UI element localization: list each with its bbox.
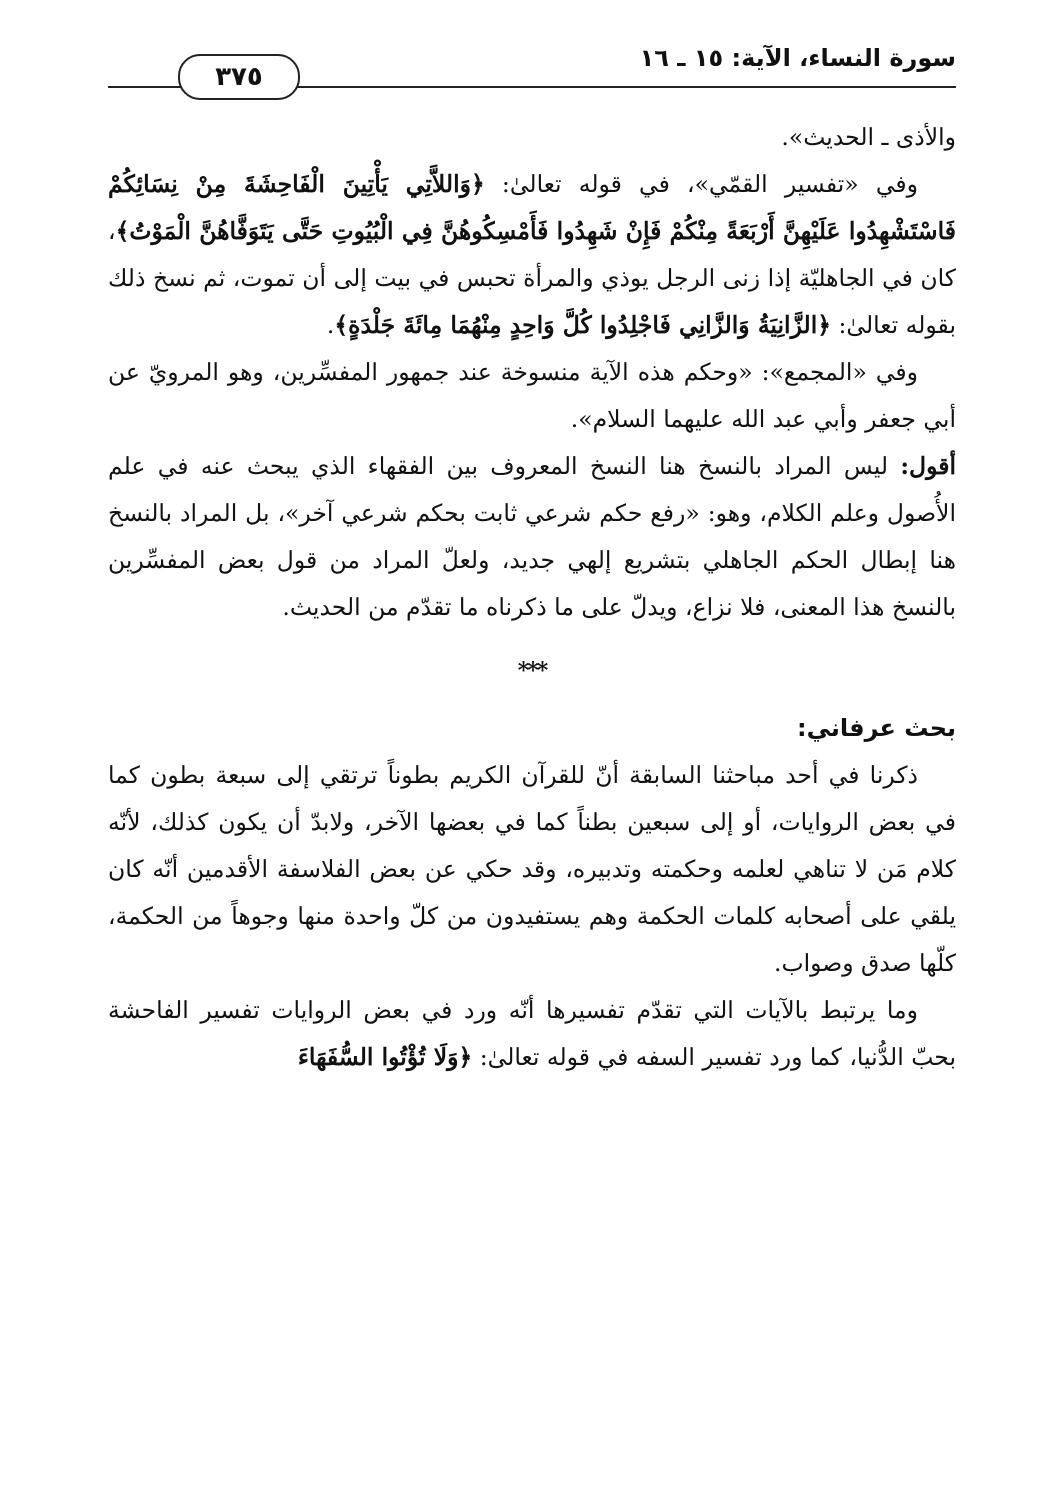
page-header: [108, 30, 956, 92]
paragraph-1: [108, 114, 956, 161]
paragraph-2: [108, 161, 956, 349]
paragraph-3-text: وفي «المجمع»: «وحكم هذه الآية منسوخة عند جمهور المفسِّرين، وهو المرويّ عن أبي جعفر وأبي عبد الله عليهما السلام».: [108, 358, 956, 433]
paragraph-6: [108, 987, 956, 1081]
paragraph-4: [108, 443, 956, 631]
paragraph-4-label: أقول:: [900, 452, 956, 480]
quran-verse-2: ﴿الزَّانِيَةُ وَالزَّانِي فَاجْلِدُوا كُلَّ وَاحِدٍ مِنْهُمَا مِائَةَ جَلْدَةٍ﴾: [334, 311, 832, 339]
page-number-badge: ٣٧٥: [178, 54, 300, 100]
running-title: سورة النساء، الآية: ١٥ ـ ١٦: [639, 44, 956, 72]
paragraph-3: [108, 349, 956, 443]
paragraph-6-text: وما يرتبط بالآيات التي تقدّم تفسيرها أنّه ورد في بعض الروايات تفسير الفاحشة بحبّ الدُّنيا، كما ورد تفسير السفه في قوله تعالىٰ:: [108, 996, 956, 1071]
quran-verse-1: ﴿وَاللاَّتِي يَأْتِينَ الْفَاحِشَةَ مِنْ نِسَائِكُمْ فَاسْتَشْهِدُوا عَلَيْهِنَّ أَرْبَعَةً مِنْكُمْ فَإِنْ شَهِدُوا فَأَمْسِكُوهُنَّ فِي الْبُيُوتِ حَتَّى يَتَوَفَّاهُنَّ الْمَوْتُ﴾: [108, 170, 956, 245]
paragraph-1-text: والأذى ـ الحديث».: [781, 123, 956, 151]
paragraph-5-text: ذكرنا في أحد مباحثنا السابقة أنّ للقرآن الكريم بطوناً ترتقي إلى سبعة بطون كما في بعض الروايات، أو إلى سبعين بطناً كما في بعضها الآخر، ولابدّ أن يكون كذلك، لأنّه كلام مَن لا تناهي لعلمه وحكمته وتدبيره، وقد حكي عن بعض الفلاسفة الأقدمين أنّه كان يلقي على أصحابه كلمات الحكمة وهم يستفيدون من كلّ واحدة منها وجوهاً من الحكمة، كلّها صدق وصواب.: [108, 761, 956, 977]
document-page: [108, 30, 956, 1470]
page-body: [108, 114, 956, 1081]
paragraph-2-mid: ، كان في الجاهليّة إذا زنى الرجل يوذي والمرأة تحبس في بيت إلى أن تموت، ثم نسخ ذلك بقوله تعالىٰ:: [108, 217, 956, 339]
paragraph-4-text: ليس المراد بالنسخ هنا النسخ المعروف بين الفقهاء الذي يبحث عنه في علم الأُصول وعلم الكلام، وهو: «رفع حكم شرعي ثابت بحكم شرعي آخر»، بل المراد بالنسخ هنا إبطال الحكم الجاهلي بتشريع إلهي جديد، ولعلّ المراد من قول بعض المفسِّرين بالنسخ هذا المعنى، فلا نزاع، ويدلّ على ما ذكرناه ما تقدّم من الحديث.: [108, 452, 956, 621]
section-heading: بحث عرفاني:: [796, 714, 956, 742]
paragraph-2-pre: وفي «تفسير القمّي»، في قوله تعالىٰ:: [484, 170, 919, 198]
quran-verse-3: ﴿وَلَا تُؤْتُوا السُّفَهَاءَ: [297, 1043, 473, 1071]
paragraph-2-post: .: [326, 311, 335, 339]
section-separator: ***: [517, 658, 547, 684]
paragraph-5: [108, 752, 956, 987]
